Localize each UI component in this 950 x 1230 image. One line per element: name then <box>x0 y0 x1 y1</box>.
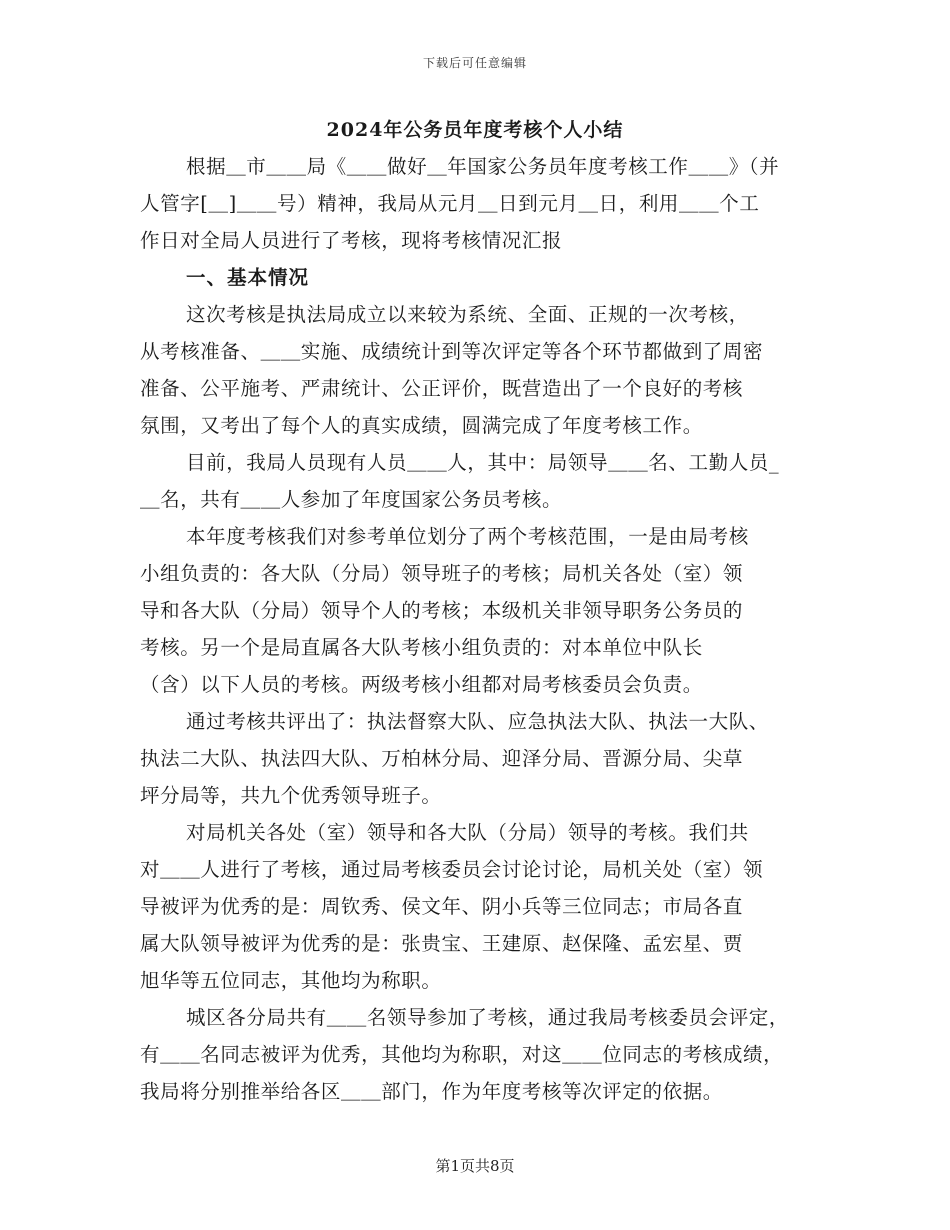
body-line: ＿名，共有＿＿人参加了年度国家公务员考核。 <box>140 488 563 511</box>
page-number: 第1页共8页 <box>435 1157 515 1175</box>
body-line: 准备、公平施考、严肃统计、公正评价，既营造出了一个良好的考核 <box>140 377 744 400</box>
section-heading: 一、基本情况 <box>186 266 310 289</box>
document-body <box>140 148 825 1110</box>
body-line: 本年度考核我们对参考单位划分了两个考核范围，一是由局考核 <box>186 525 749 548</box>
body-line: 人管字[＿]＿＿号）精神，我局从元月＿日到元月＿日，利用＿＿个工 <box>140 192 760 215</box>
body-line: 目前，我局人员现有人员＿＿人，其中：局领导＿＿名、工勤人员_ <box>186 451 780 474</box>
body-line: 执法二大队、执法四大队、万柏林分局、迎泽分局、晋源分局、尖草 <box>140 747 744 770</box>
body-line: 导和各大队（分局）领导个人的考核；本级机关非领导职务公务员的 <box>140 599 744 622</box>
body-line: （含）以下人员的考核。两级考核小组都对局考核委员会负责。 <box>140 673 703 696</box>
document-title: 2024年公务员年度考核个人小结 <box>326 119 624 141</box>
body-line: 作日对全局人员进行了考核，现将考核情况汇报 <box>140 229 563 252</box>
body-line: 氛围，又考出了每个人的真实成绩，圆满完成了年度考核工作。 <box>140 414 703 437</box>
body-line: 小组负责的：各大队（分局）领导班子的考核；局机关各处（室）领 <box>140 562 744 585</box>
body-line: 根据＿市＿＿局《＿＿做好＿年国家公务员年度考核工作＿＿》（并 <box>186 155 780 178</box>
body-line: 这次考核是执法局成立以来较为系统、全面、正规的一次考核， <box>186 303 749 326</box>
body-line: 从考核准备、＿＿实施、成绩统计到等次评定等各个环节都做到了周密 <box>140 340 764 363</box>
body-line: 坪分局等，共九个优秀领导班子。 <box>140 784 442 807</box>
header-note: 下载后可任意编辑 <box>422 56 527 70</box>
body-line: 旭华等五位同志，其他均为称职。 <box>140 969 442 992</box>
body-line: 考核。另一个是局直属各大队考核小组负责的：对本单位中队长 <box>140 636 703 659</box>
body-line: 有＿＿名同志被评为优秀，其他均为称职，对这＿＿位同志的考核成绩， <box>140 1043 784 1066</box>
body-line: 属大队领导被评为优秀的是：张贵宝、王建原、赵保隆、孟宏星、贾 <box>140 932 744 955</box>
body-line: 通过考核共评出了：执法督察大队、应急执法大队、执法一大队、 <box>186 710 769 733</box>
body-line: 我局将分别推举给各区＿＿部门，作为年度考核等次评定的依据。 <box>140 1080 723 1103</box>
body-line: 城区各分局共有＿＿名领导参加了考核，通过我局考核委员会评定， <box>186 1006 790 1029</box>
body-line: 对＿＿人进行了考核，通过局考核委员会讨论讨论，局机关处（室）领 <box>140 858 764 881</box>
body-line: 对局机关各处（室）领导和各大队（分局）领导的考核。我们共 <box>186 821 749 844</box>
body-line: 导被评为优秀的是：周钦秀、侯文年、阴小兵等三位同志；市局各直 <box>140 895 744 918</box>
